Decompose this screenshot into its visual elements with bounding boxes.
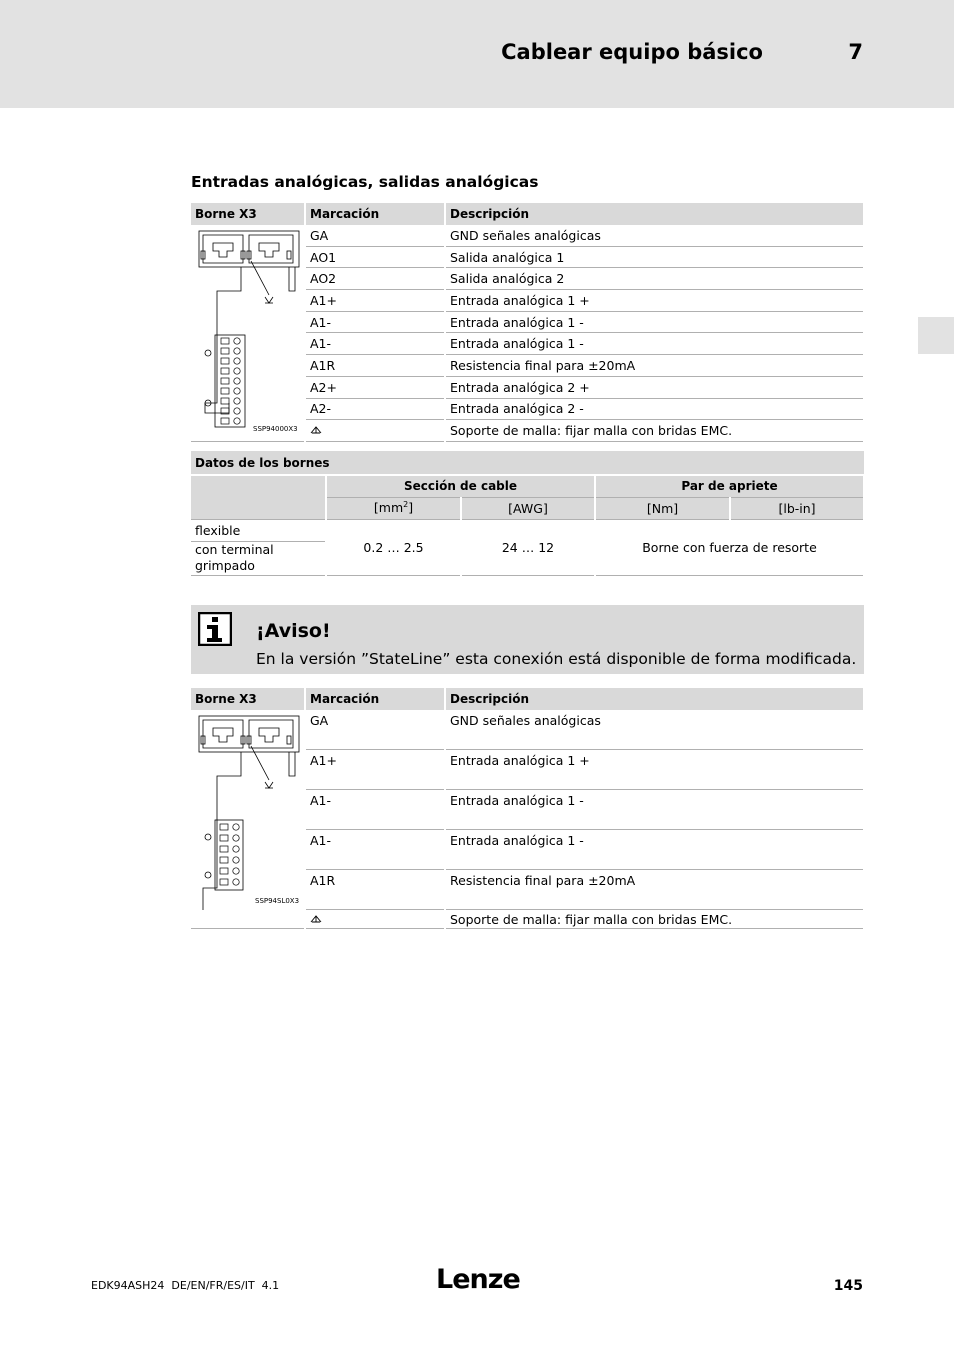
awg-value: 24 … 12	[461, 519, 595, 575]
torque-header: Par de apriete	[595, 475, 864, 497]
unit-nm: [Nm]	[595, 497, 730, 519]
table-row	[191, 710, 864, 750]
col-header-terminal: Borne X3	[191, 688, 305, 710]
page-header	[0, 0, 954, 108]
col-header-marking: Marcación	[305, 688, 445, 710]
description-cell: Entrada analógica 1 -	[445, 333, 864, 355]
marking-cell	[305, 910, 445, 929]
torque-value: Borne con fuerza de resorte	[595, 519, 864, 575]
description-cell: Salida analógica 1	[445, 246, 864, 268]
marking-cell: A1+	[305, 290, 445, 312]
diagram-caption: SSP94SL0X3	[255, 897, 300, 905]
terminal-table-x3	[191, 203, 865, 442]
marking-cell: A1-	[305, 830, 445, 870]
unit-mm2: $[mm^2]$	[326, 497, 461, 519]
description-cell: Soporte de malla: fijar malla con bridas EMC.	[445, 420, 864, 442]
marking-cell: GA	[305, 225, 445, 246]
notice-title: ¡Aviso!	[256, 620, 331, 642]
marking-cell: AO1	[305, 246, 445, 268]
mm2-value: 0.2 … 2.5	[326, 519, 461, 575]
chapter-number: 7	[848, 40, 863, 64]
lenze-logo: Lenze	[436, 1264, 520, 1295]
terminal-data-title: Datos de los bornes	[191, 451, 864, 475]
marking-cell: A1+	[305, 750, 445, 790]
marking-cell: A2-	[305, 398, 445, 420]
shield-ground-icon	[310, 914, 322, 924]
marking-cell: A1-	[305, 333, 445, 355]
table-row	[191, 225, 864, 246]
marking-cell: A1-	[305, 311, 445, 333]
chapter-tab-marker	[918, 317, 954, 354]
marking-cell: A1R	[305, 355, 445, 377]
description-cell: Entrada analógica 1 -	[445, 311, 864, 333]
description-cell: Soporte de malla: fijar malla con bridas EMC.	[445, 910, 864, 929]
notice-text: En la versión ”StateLine” esta conexión está disponible de forma modificada.	[256, 650, 857, 668]
description-cell: Resistencia final para ±20mA	[445, 870, 864, 910]
description-cell: Entrada analógica 2 -	[445, 398, 864, 420]
section-title: Entradas analógicas, salidas analógicas	[191, 173, 539, 191]
marking-cell: GA	[305, 710, 445, 750]
marking-cell: A1R	[305, 870, 445, 910]
terminal-data-table	[191, 451, 865, 576]
description-cell: Entrada analógica 2 +	[445, 376, 864, 398]
cable-section-header: Sección de cable	[326, 475, 595, 497]
col-header-description: Descripción	[445, 203, 864, 225]
description-cell: Entrada analógica 1 +	[445, 290, 864, 312]
marking-cell: A1-	[305, 790, 445, 830]
row-label-flexible: flexible	[191, 519, 326, 541]
description-cell: Salida analógica 2	[445, 268, 864, 290]
row-label-crimped: con terminal grimpado	[191, 541, 326, 575]
terminal-diagram-cell	[191, 710, 305, 929]
document-id: EDK94ASH24 DE/EN/FR/ES/IT 4.1	[91, 1279, 280, 1292]
description-cell: Entrada analógica 1 -	[445, 830, 864, 870]
page-title: Cablear equipo básico	[501, 40, 763, 64]
page-number: 145	[833, 1278, 863, 1294]
marking-cell: A2+	[305, 376, 445, 398]
unit-awg: [AWG]	[461, 497, 595, 519]
description-cell: Entrada analógica 1 +	[445, 750, 864, 790]
info-icon	[198, 612, 232, 646]
description-cell: Entrada analógica 1 -	[445, 790, 864, 830]
description-cell: Resistencia final para ±20mA	[445, 355, 864, 377]
terminal-table-x3-stateline	[191, 688, 865, 929]
table-header-row	[191, 203, 864, 225]
terminal-diagram-cell	[191, 225, 305, 442]
terminal-x3-diagram	[191, 225, 303, 441]
shield-ground-icon	[310, 425, 322, 435]
marking-cell	[305, 420, 445, 442]
col-header-description: Descripción	[445, 688, 864, 710]
col-header-terminal: Borne X3	[191, 203, 305, 225]
unit-lbin: [lb-in]	[730, 497, 864, 519]
col-header-marking: Marcación	[305, 203, 445, 225]
description-cell: GND señales analógicas	[445, 225, 864, 246]
terminal-x3-stateline-diagram	[191, 710, 303, 910]
marking-cell: AO2	[305, 268, 445, 290]
table-header-row	[191, 688, 864, 710]
description-cell: GND señales analógicas	[445, 710, 864, 750]
diagram-caption: SSP94000X3	[253, 425, 298, 433]
empty-header-cell	[191, 475, 326, 519]
